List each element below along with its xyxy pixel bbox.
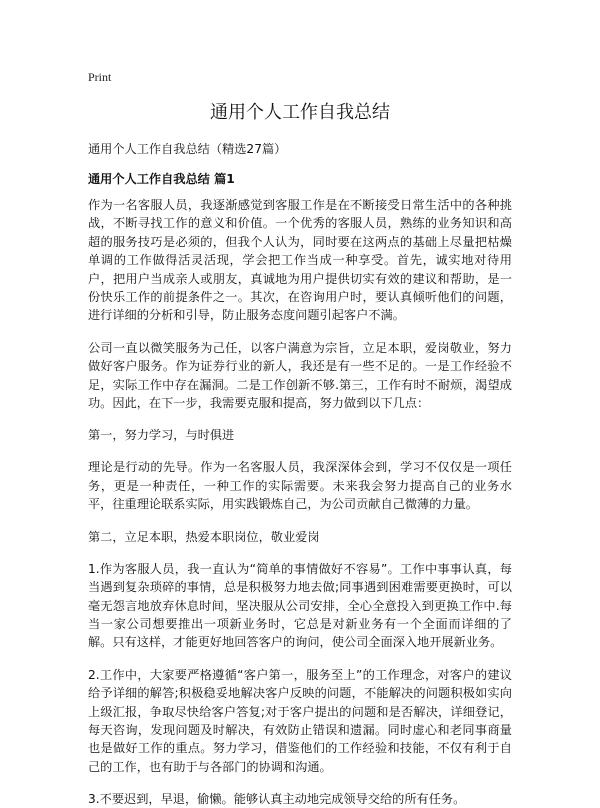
point-heading-1: 第一，努力学习，与时俱进 <box>88 428 235 443</box>
print-link[interactable]: Print <box>88 70 112 84</box>
paragraph-item-2: 2.工作中，大家要严格遵循“客户第一，服务至上”的工作理念，对客户的建议给予详细的解答;积极稳妥地解决客户反映的问题，不能解决的问题积极如实向上级汇报，争取尽快给客户答复;对于客户提出的问题和是否解决，详细登记，每天咨询，发现问题及时解决，有效防止错误和遗漏。同时虚心和老同事商量也是做好工作的重点。努力学习，借鉴他们的工作经验和技能，不仅有利于自己的工作，也有助于与各部门的协调和沟通。 <box>88 667 512 774</box>
section-heading: 通用个人工作自我总结 篇1 <box>88 172 235 186</box>
point-heading-2: 第二，立足本职，热爱本职岗位，敬业爱岗 <box>88 529 320 544</box>
document-subtitle: 通用个人工作自我总结（精选27篇） <box>88 142 287 156</box>
document-title: 通用个人工作自我总结 <box>210 102 390 123</box>
paragraph-theory: 理论是行动的先导。作为一名客服人员，我深深体会到，学习不仅仅是一项任务，更是一种责任，一种工作的实际需要。未来我会努力提高自己的业务水平，往重理论联系实际，用实践锻炼自己，为公司贡献自己微薄的力量。 <box>88 460 512 512</box>
paragraph-intro: 作为一名客服人员，我逐渐感觉到客服工作是在不断接受日常生活中的各种挑战，不断寻找工作的意义和价值。一个优秀的客服人员，熟练的业务知识和高超的服务技巧是必须的，但我个人认为，同时要在这两点的基础上尽量把枯燥单调的工作做得活灵活现，学会把工作当成一种享受。首先，诚实地对待用户，把用户当成亲人或朋友，真诚地为用户提供切实有效的建议和帮助，是一份快乐工作的前提条件之一。其次，在咨询用户时，要认真倾听他们的问题，进行详细的分析和引导，防止服务态度问题引起客户不满。 <box>88 198 512 323</box>
paragraph-company: 公司一直以微笑服务为己任，以客户满意为宗旨，立足本职，爱岗敬业，努力做好客户服务。作为证券行业的新人，我还是有一些不足的。一是工作经验不足，实际工作中存在漏洞。二是工作创新不够.第三，工作有时不耐烦，渴望成功。因此，在下一步，我需要克服和提高，努力做到以下几点： <box>88 340 512 411</box>
paragraph-item-1: 1.作为客服人员，我一直认为“简单的事情做好不容易”。工作中事事认真，每当遇到复杂琐碎的事情，总是积极努力地去做;同事遇到困难需要更换时，可以毫无怨言地放弃休息时间，坚决服从公司安排，全心全意投入到更换工作中.每当一家公司想要推出一项新业务时，它总是对新业务有一个全面而详细的了解。只有这样，才能更好地回答客户的询问，使公司全面深入地开展新业务。 <box>88 561 512 650</box>
paragraph-item-3: 3.不要迟到，早退，偷懒。能够认真主动地完成领导交给的所有任务。 <box>88 792 466 807</box>
